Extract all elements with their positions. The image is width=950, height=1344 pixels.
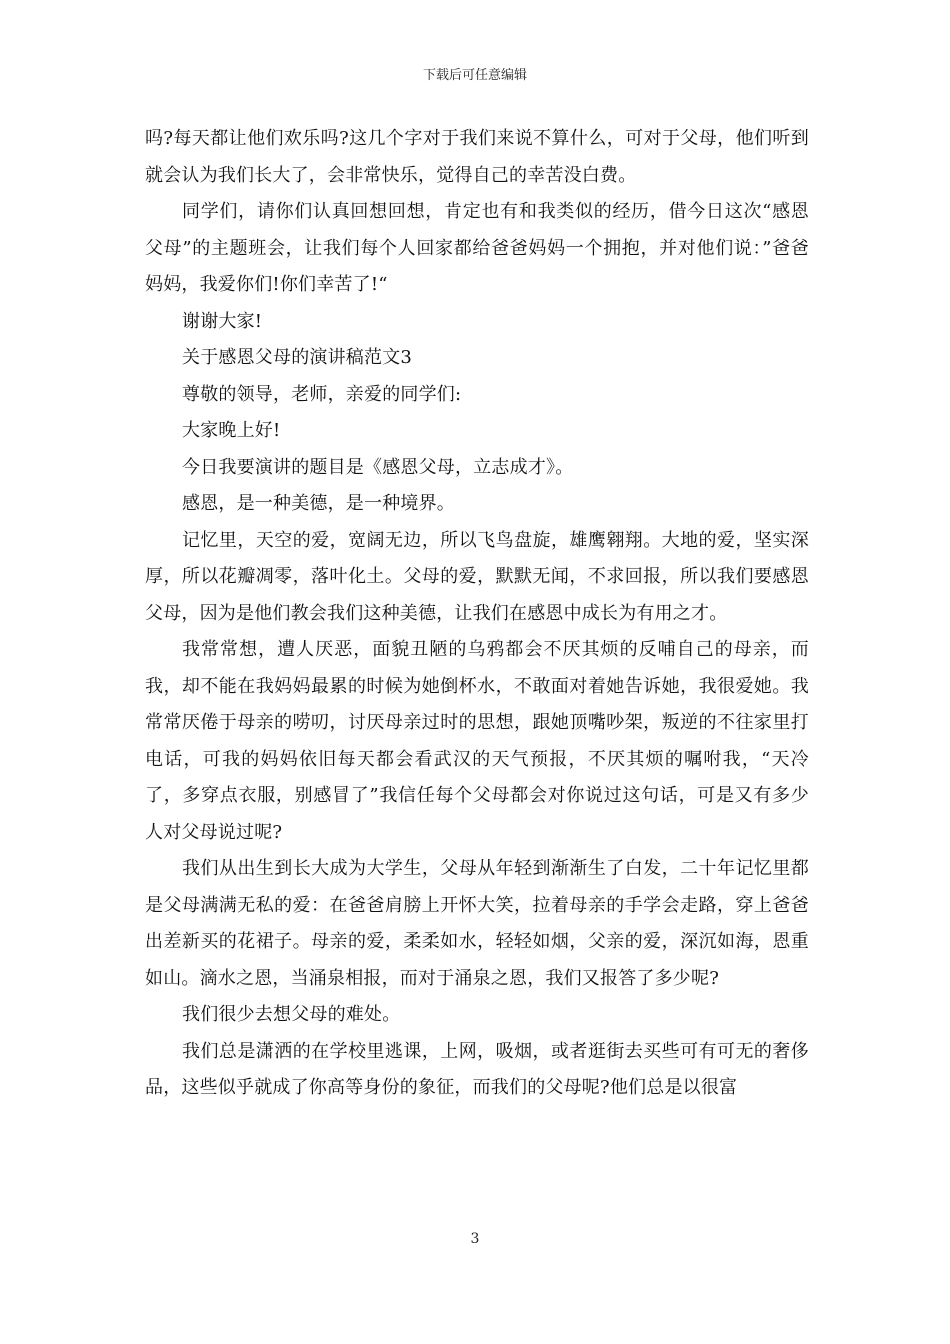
paragraph: 记忆里，天空的爱，宽阔无边，所以飞鸟盘旋，雄鹰翱翔。大地的爱，坚实深厚，所以花瓣凋零，落叶化土。父母的爱，默默无闻，不求回报，所以我们要感恩父母，因为是他们教会我们这种美德，让我们在感恩中成长为有用之才。 <box>145 529 809 624</box>
paragraph: 我们很少去想父母的难处。 <box>182 1004 401 1025</box>
section-title: 关于感恩父母的演讲稿范文3 <box>182 347 413 368</box>
paragraph: 吗?每天都让他们欢乐吗?这几个字对于我们来说不算什么，可对于父母，他们听到就会认为我们长大了，会非常快乐，觉得自己的幸苦没白费。 <box>145 128 809 186</box>
paragraph: 我们从出生到长大成为大学生，父母从年轻到渐渐生了白发，二十年记忆里都是父母满满无私的爱：在爸爸肩膀上开怀大笑，拉着母亲的手学会走路，穿上爸爸出差新买的花裙子。母亲的爱，柔柔如水，轻轻如烟，父亲的爱，深沉如海，恩重如山。滴水之恩，当涌泉相报，而对于涌泉之恩，我们又报答了多少呢? <box>145 858 809 989</box>
paragraph: 谢谢大家! <box>182 310 263 332</box>
page-number: 3 <box>470 1231 480 1247</box>
document-body <box>145 121 809 1107</box>
paragraph: 今日我要演讲的题目是《感恩父母，立志成才》。 <box>182 456 574 478</box>
paragraph: 大家晚上好! <box>182 420 281 441</box>
page-header: 下载后可任意编辑 <box>422 68 527 83</box>
paragraph: 我们总是潇洒的在学校里逃课，上网，吸烟，或者逛街去买些可有可无的奢侈品，这些似乎就成了你高等身份的象征，而我们的父母呢?他们总是以很富 <box>145 1040 809 1098</box>
paragraph: 感恩，是一种美德，是一种境界。 <box>182 493 455 514</box>
paragraph: 我常常想，遭人厌恶，面貌丑陋的乌鸦都会不厌其烦的反哺自己的母亲，而我，却不能在我妈妈最累的时候为她倒杯水，不敢面对着她告诉她，我很爱她。我常常厌倦于母亲的唠叨，讨厌母亲过时的思想，跟她顶嘴吵架，叛逆的不往家里打电话，可我的妈妈依旧每天都会看武汉的天气预报，不厌其烦的嘱咐我，“天冷了，多穿点衣服，别感冒了”我信任每个父母都会对你说过这句话，可是又有多少人对父母说过呢? <box>145 639 809 843</box>
paragraph: 同学们，请你们认真回想回想，肯定也有和我类似的经历，借今日这次“感恩父母”的主题班会，让我们每个人回家都给爸爸妈妈一个拥抱，并对他们说：”爸爸妈妈，我爱你们!你们幸苦了!“ <box>145 201 809 295</box>
paragraph: 尊敬的领导，老师，亲爱的同学们: <box>182 383 462 405</box>
